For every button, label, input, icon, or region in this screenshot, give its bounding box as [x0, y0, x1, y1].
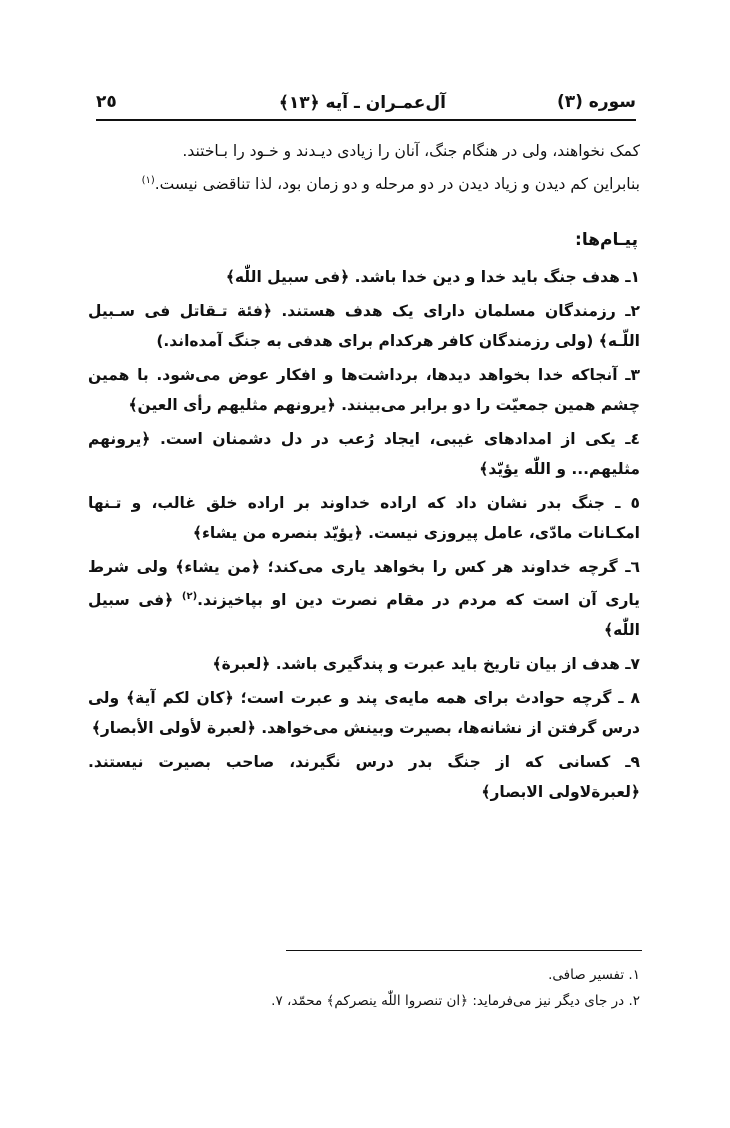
messages-heading: پیـام‌ها:	[575, 230, 638, 250]
quran-quote: ﴿کان لکم آیة﴾	[126, 689, 234, 708]
list-item: ٥ ـ جنگ بدر نشان داد که اراده خداوند بر اراده خلق غالب، و تـنها امکـانات مادّی، عامل پیروزی نیست. ﴿یؤیّد بنصره من یشاء﴾	[88, 494, 640, 542]
header-divider	[96, 119, 636, 121]
running-header	[96, 86, 636, 116]
messages-list	[88, 262, 640, 811]
footnote-ref[interactable]: (٢)	[181, 591, 198, 602]
list-item: ٢ـ رزمندگان مسلمان دارای یک هدف هستند. ﴿فئة تـقاتل فی سـبیل اللّـه﴾ (ولی رزمندگان کافر هرکدام برای هدفی به جنگ آمده‌اند.)	[88, 302, 640, 350]
footnote-ref[interactable]: (١)	[141, 175, 155, 186]
chapter-title: آل‌عمـران ـ آیه ﴿١٣﴾	[278, 93, 446, 113]
quran-quote: ﴿یؤیّد بنصره من یشاء﴾	[192, 524, 363, 542]
quran-quote: ﴿فئة تـقاتل فی سـبیل اللّـه﴾	[88, 302, 640, 350]
intro-line: کمک نخواهند، ولی در هنگام جنگ، آنان را زیادی دیـدند و خـود را بـاختند.	[182, 142, 640, 160]
footnotes	[200, 962, 640, 1014]
page-number: ٢٥	[96, 92, 117, 112]
quran-quote: ﴿فی سبیل اللّٰه﴾	[225, 268, 350, 286]
list-item: ١ـ هدف جنگ باید خدا و دین خدا باشد. ﴿فی سبیل اللّٰه﴾	[225, 268, 640, 286]
quran-quote: ﴿یرونهم مثلیهم رأی العین﴾	[128, 396, 336, 414]
list-item: ٣ـ آنجاکه خدا بخواهد دیدها، برداشت‌ها و افکار عوض می‌شود. با همین چشم همین جمعیّت را دو برابر می‌بینند. ﴿یرونهم مثلیهم رأی العین﴾	[88, 366, 640, 414]
footnote-2: ٢. در جای دیگر نیز می‌فرماید: ﴿ان تنصروا اللّٰه ینصرکم﴾ محمّد، ٧.	[271, 993, 640, 1009]
quran-quote: ﴿من یشاء﴾	[175, 558, 260, 576]
intro-line: بنابراین کم دیدن و زیاد دیدن در دو مرحله و دو زمان بود، لذا تناقضی نیست.$^{(١)}$	[141, 175, 640, 194]
intro-paragraph	[88, 136, 640, 199]
list-item: ٤ـ یکی از امدادهای غیبی، ایجاد رُعب در دل دشمنان است. ﴿یرونهم مثلیهم... و اللّٰه یؤیّد﴾	[88, 430, 640, 478]
quran-quote: ﴿فی سبیل اللّٰه﴾	[88, 591, 640, 640]
footnote-1: ١. تفسیر صافی.	[548, 967, 640, 983]
list-item: ٧ـ هدف از بیان تاریخ باید عبرت و پندگیری باشد. ﴿لعبرة﴾	[212, 655, 640, 674]
list-item: ٩ـ کسانی که از جنگ بدر درس نگیرند، صاحب بصیرت نیستند. ﴿لعبرةلاولی الابصار﴾	[88, 753, 640, 802]
list-item: ٨ ـ گرچه حوادث برای همه مایه‌ی پند و عبرت است؛ ﴿کان لکم آیة﴾ ولی درس گرفتن از نشانه‌ها، بصیرت وبینش می‌خواهد. ﴿لعبرة لأولی الأبصار﴾	[88, 689, 640, 738]
quran-quote: ﴿لعبرةلاولی الابصار﴾	[481, 783, 640, 802]
quran-quote: ﴿لعبرة لأولی الأبصار﴾	[91, 719, 256, 738]
quran-quote: ﴿یرونهم مثلیهم... و اللّٰه یؤیّد﴾	[88, 430, 640, 478]
footnote-divider	[286, 950, 642, 951]
list-item: ٦ـ گرچه خداوند هر کس را بخواهد یاری می‌کند؛ ﴿من یشاء﴾ ولی شرط یاری آن است که مردم در مقام نصرت دین او بپاخیزند.$^{(٢)}$ ﴿فی سبیل اللّٰه﴾	[88, 558, 641, 640]
quran-quote: ﴿لعبرة﴾	[212, 655, 271, 674]
surah-label: سوره (٣)	[556, 92, 636, 112]
